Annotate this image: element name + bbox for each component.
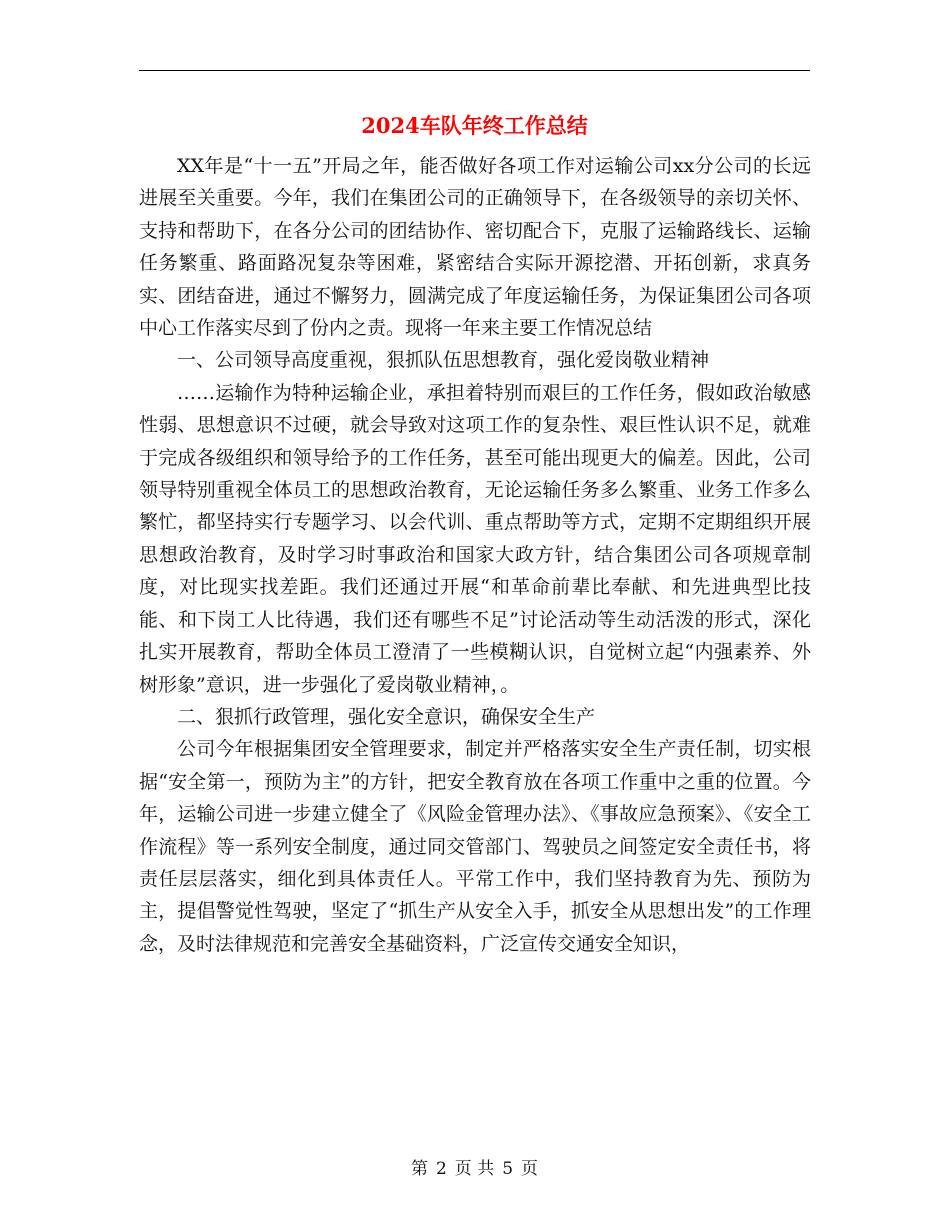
footer-total-pages: 5 (502, 1159, 514, 1179)
page-footer (139, 1154, 810, 1179)
footer-suffix: 页 (521, 1159, 539, 1179)
intro-paragraph: XX年是“十一五”开局之年，能否做好各项工作对运输公司xx分公司的长远进展至关重要。今年，我们在集团公司的正确领导下，在各级领导的亲切关怀、支持和帮助下，在各分公司的团结协作、密切配合下，克服了运输路线长、运输任务繁重、路面路况复杂等困难，紧密结合实际开源挖潜、开拓创新，求真务实、团结奋进，通过不懈努力，圆满完成了年度运输任务，为保证集团公司各项中心工作落实尽到了份内之责。现将一年来主要工作情况总结 (139, 155, 811, 340)
footer-middle: 页 共 (454, 1159, 495, 1179)
body-paragraph-2: 公司今年根据集团安全管理要求，制定并严格落实安全生产责任制，切实根据“安全第一，预防为主”的方针，把安全教育放在各项工作重中之重的位置。今年，运输公司进一步建立健全了《风险金管理办法》、《事故应急预案》、《安全工作流程》等一系列安全制度，通过同交管部门、驾驶员之间签定安全责任书，将责任层层落实，细化到具体责任人。平常工作中，我们坚持教育为先、预防为主，提倡警觉性驾驶，坚定了“抓生产从安全入手，抓安全从思想出发”的工作理念，及时法律规范和完善安全基础资料，广泛宣传交通安全知识， (139, 738, 811, 955)
header-rule (139, 70, 810, 71)
document-body (139, 150, 811, 960)
footer-prefix: 第 (410, 1159, 428, 1179)
footer-page-number: 2 (435, 1159, 447, 1179)
section-heading-1: 一、公司领导高度重视，狠抓队伍思想教育，强化爱岗敬业精神 (177, 349, 710, 372)
section-heading-2: 二、狠抓行政管理，强化安全意识，确保安全生产 (177, 705, 596, 728)
document-title: 2024车队年终工作总结 (361, 113, 588, 138)
body-paragraph-1: ……运输作为特种运输企业，承担着特别而艰巨的工作任务，假如政治敏感性弱、思想意识不过硬，就会导致对这项工作的复杂性、艰巨性认识不足，就难于完成各级组织和领导给予的工作任务，甚至可能出现更大的偏差。因此，公司领导特别重视全体员工的思想政治教育，无论运输任务多么繁重、业务工作多么繁忙，都坚持实行专题学习、以会代训、重点帮助等方式，定期不定期组织开展思想政治教育，及时学习时事政治和国家大政方针，结合集团公司各项规章制度，对比现实找差距。我们还通过开展“和革命前辈比奉献、和先进典型比技能、和下岗工人比待遇，我们还有哪些不足”讨论活动等生动活泼的形式，深化扎实开展教育，帮助全体员工澄清了一些模糊认识，自觉树立起“内强素养、外树形象”意识，进一步强化了爱岗敬业精神，。 (139, 381, 811, 696)
